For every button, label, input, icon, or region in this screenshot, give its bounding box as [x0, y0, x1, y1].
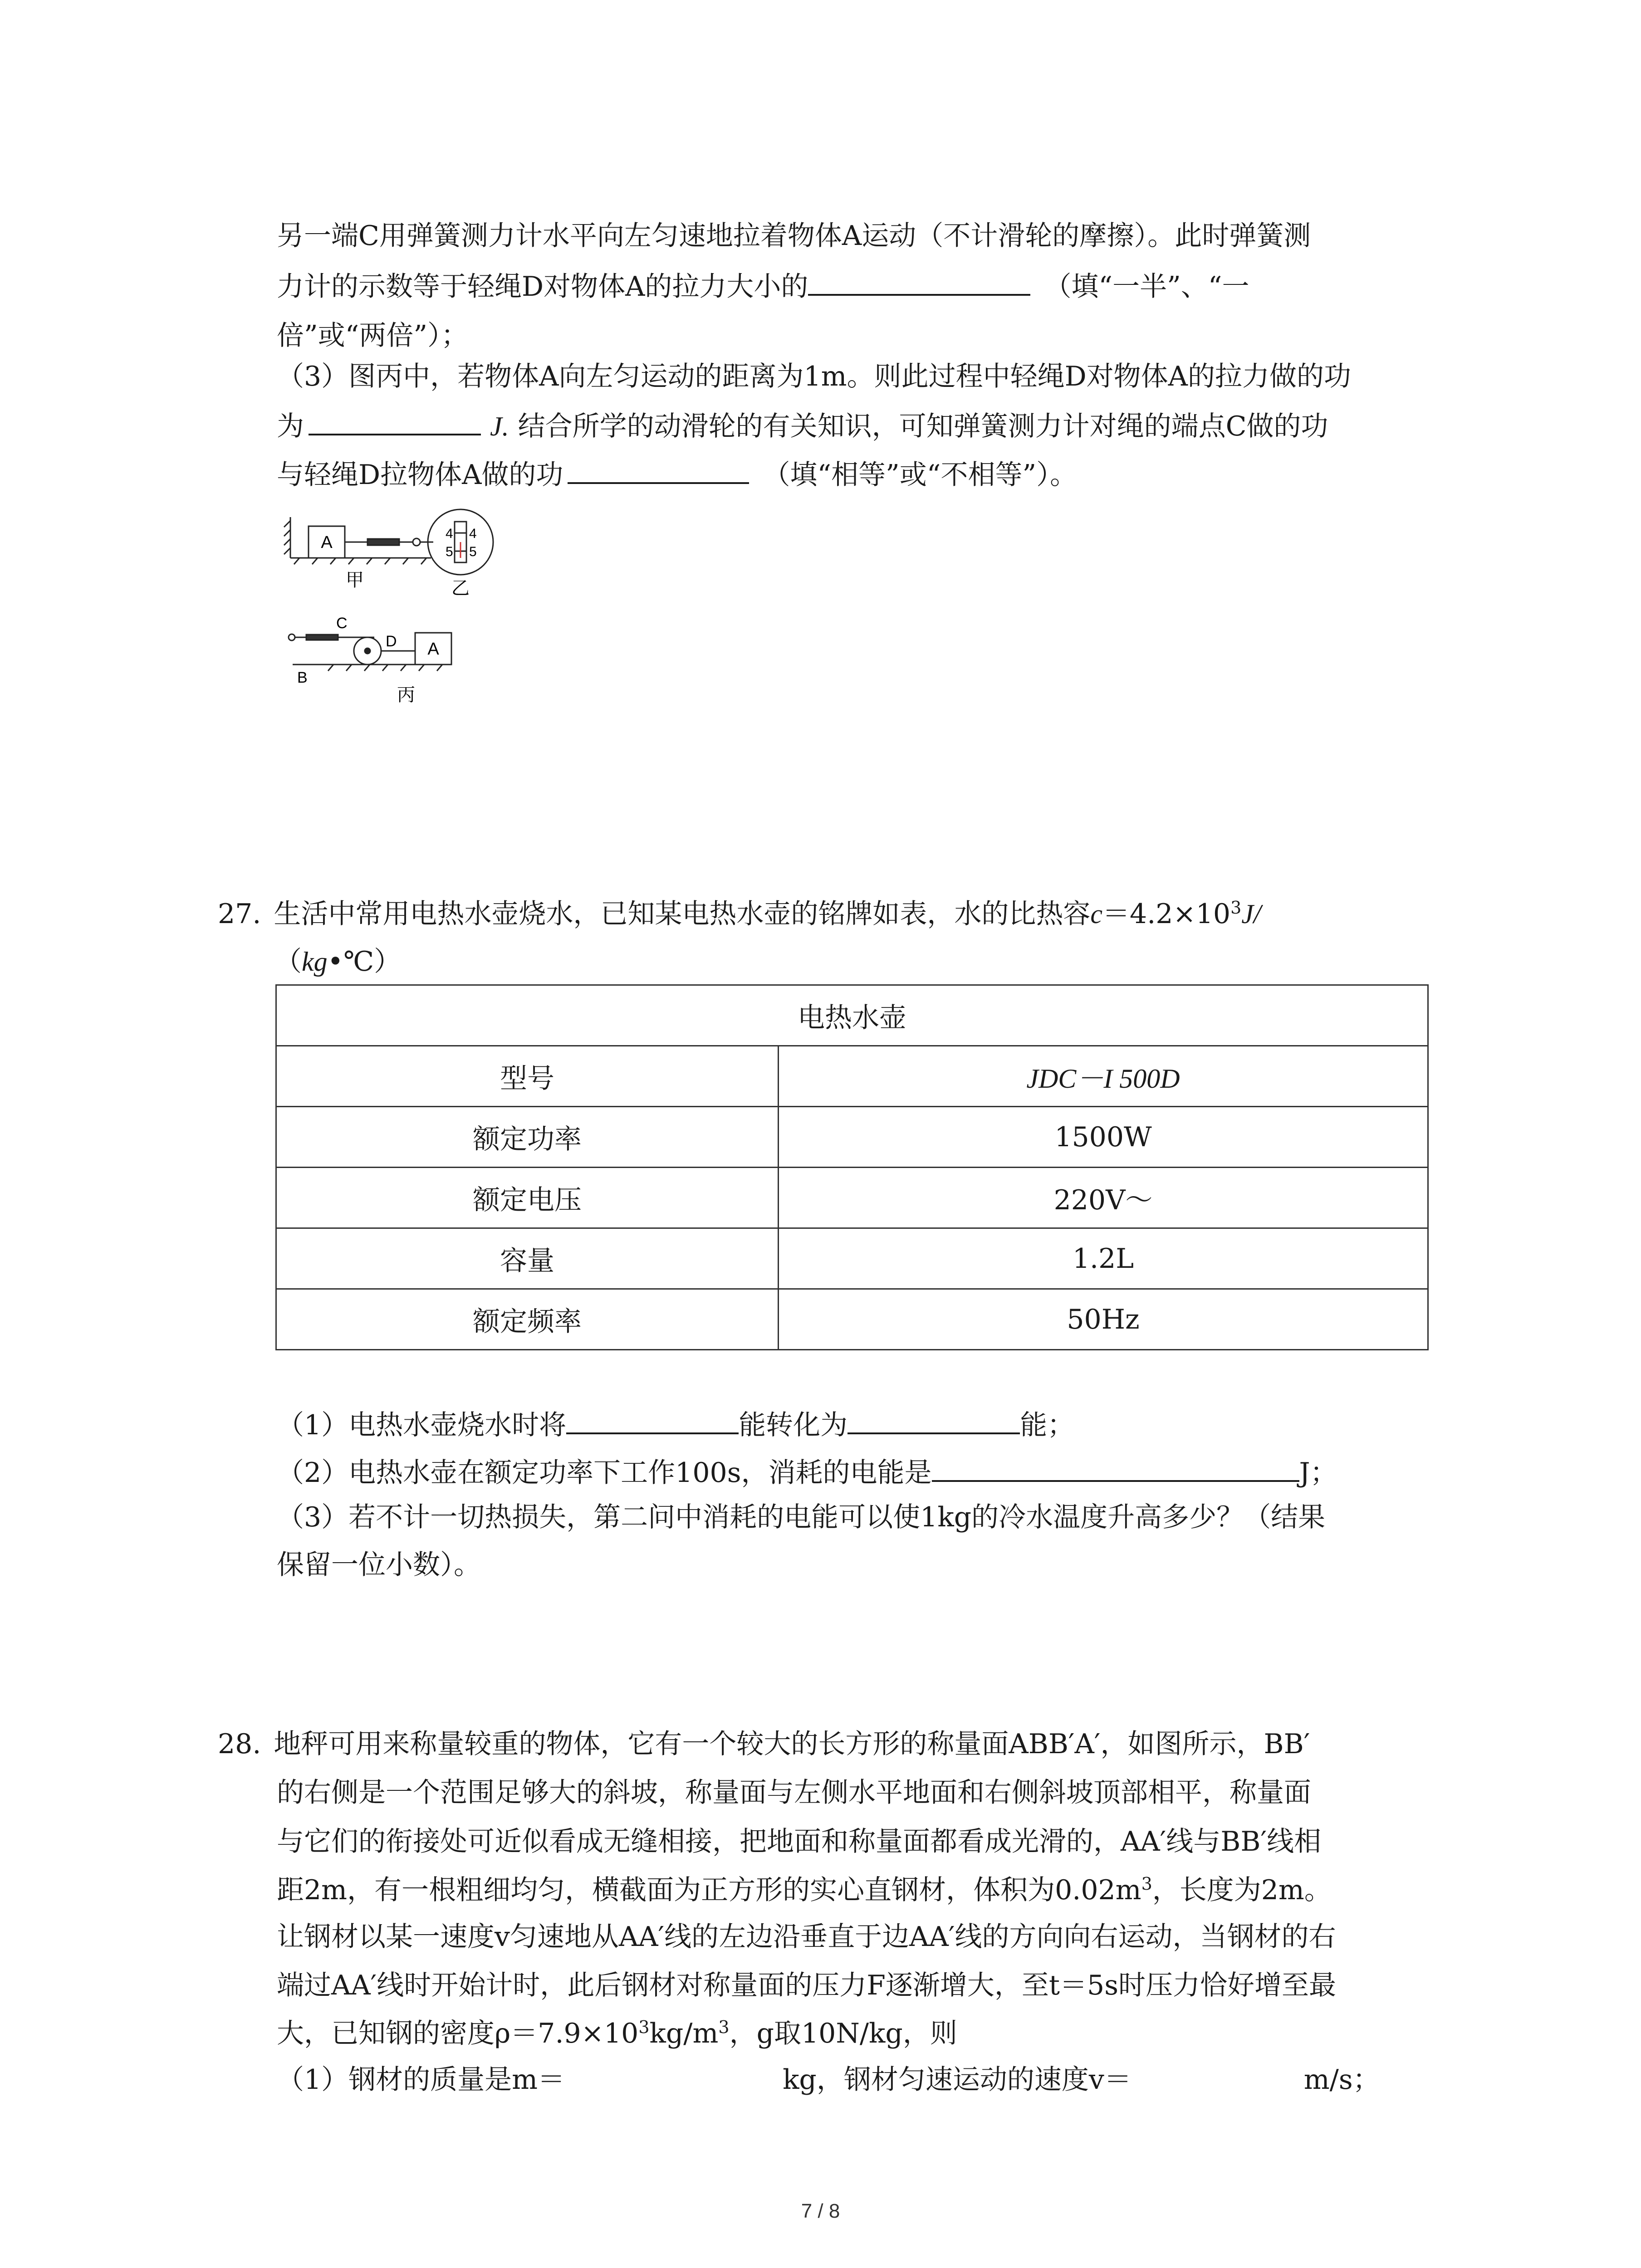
q28-number: 28.	[218, 1728, 261, 1760]
fig-jia-block-label: A	[321, 533, 333, 552]
unit-joule: J.	[490, 411, 509, 441]
fig-bing-block-label: A	[427, 640, 439, 659]
answer-blank-energy-to[interactable]	[847, 1406, 1020, 1434]
table-row	[276, 1107, 1428, 1168]
q27-stem-text: 生活中常用电热水壶烧水，已知某电热水壶的铭牌如表，水的比热容	[274, 898, 1091, 930]
q28-line-7-text: 大，已知钢的密度ρ＝7.9×10	[277, 2018, 639, 2049]
table-row	[276, 1168, 1428, 1228]
fig-bing-label-c: C	[336, 615, 348, 632]
q28-line-4	[277, 1872, 1332, 1908]
q28-line-5: 让钢材以某一速度v匀速地从AA′线的左边沿垂直于边AA′线的方向向右运动，当钢材的右	[277, 1921, 1336, 1953]
table-row-label: 额定功率	[276, 1107, 779, 1168]
table-row-value: 1.2L	[779, 1228, 1428, 1289]
q26-line-2	[277, 268, 1249, 305]
q27-sub2	[277, 1454, 1337, 1491]
q28-sub1-text-c: m/s；	[1303, 2064, 1380, 2096]
q26-line-2-text: 力计的示数等于轻绳D对物体A的拉力大小的	[277, 271, 808, 303]
q26-sub3-hint: （填“相等”或“不相等”）。	[763, 459, 1078, 491]
q27-sub2-text: （2）电热水壶在额定功率下工作100s，消耗的电能是	[277, 1457, 932, 1489]
q28-sub1	[277, 2062, 1380, 2098]
q28-line-1: 地秤可用来称量较重的物体，它有一个较大的长方形的称量面ABB′A′，如图所示，BB′	[274, 1728, 1310, 1760]
page-number: 7 / 8	[801, 2200, 840, 2222]
q28-sub1-text-b: kg，钢材匀速运动的速度v＝	[783, 2064, 1132, 2096]
model-value: JDC－I 500D	[1026, 1063, 1180, 1094]
q26-line-2-hint: （填“一半”、“一	[1044, 271, 1249, 303]
q27-sub1-text-c: 能；	[1020, 1409, 1075, 1441]
table-row-value: 1500W	[779, 1107, 1428, 1168]
answer-blank-work[interactable]	[309, 407, 481, 435]
table-row-label: 额定电压	[276, 1168, 779, 1228]
q27-sub2-unit: J；	[1299, 1457, 1337, 1489]
q26-sub3-line-2	[277, 407, 1328, 445]
q28-line-7	[277, 2015, 957, 2052]
q26-line-3: 倍”或“两倍”）；	[277, 320, 469, 352]
q28-sub1-text-a: （1）钢材的质量是m＝	[277, 2064, 565, 2096]
q27-unit-j: J/	[1241, 899, 1261, 929]
fig-yi-tick-4-right: 4	[469, 526, 477, 541]
fig-yi-tick-5-right: 5	[469, 544, 477, 559]
answer-blank-energy-from[interactable]	[566, 1406, 739, 1434]
q28-line-2: 的右侧是一个范围足够大的斜坡，称量面与左侧水平地面和右侧斜坡顶部相平，称量面	[277, 1777, 1311, 1809]
fig-bing-label-b: B	[297, 669, 308, 686]
table-row-value: 50Hz	[779, 1289, 1428, 1350]
fig-bing-label-d: D	[386, 633, 397, 650]
answer-blank-equal[interactable]	[568, 456, 749, 484]
q27-unit-paren: （	[274, 946, 302, 978]
figure-bing	[284, 610, 456, 710]
q28-line-4-text: 距2m，有一根粗细均匀，横截面为正方形的实心直钢材，体积为0.02m	[277, 1874, 1141, 1906]
table-row	[276, 1289, 1428, 1350]
kettle-spec-table	[275, 984, 1429, 1350]
fig-jia-caption: 甲	[346, 570, 364, 591]
answer-blank-multiple[interactable]	[808, 268, 1030, 296]
fig-yi-tick-5-left: 5	[446, 544, 453, 559]
q27-unit-celsius: •℃）	[327, 946, 402, 978]
table-row-value: 220V～	[779, 1168, 1428, 1228]
q27-symbol-c: c	[1090, 899, 1103, 929]
q27-sub3-line-2: 保留一位小数）。	[277, 1549, 481, 1581]
q27-number: 27.	[218, 898, 261, 930]
q27-value: ＝4.2×10	[1102, 898, 1231, 930]
fig-bing-caption: 丙	[397, 684, 415, 705]
table-row-label: 型号	[276, 1046, 779, 1107]
q27-sub1-text-b: 能转化为	[739, 1409, 848, 1441]
q27-sub1	[277, 1406, 1074, 1443]
table-row	[276, 1046, 1428, 1107]
q26-sub3-line-1: （3）图丙中，若物体A向左匀运动的距离为1m。则此过程中轻绳D对物体A的拉力做的功	[277, 361, 1352, 392]
q28-line-7-exp: 3	[638, 2017, 650, 2037]
q26-sub3-text-a: 为	[277, 411, 304, 442]
table-title-row	[276, 985, 1428, 1046]
table-row-label: 容量	[276, 1228, 779, 1289]
q28-first-line	[218, 1726, 1310, 1762]
q27-exponent: 3	[1230, 898, 1242, 918]
q27-unit-kg: kg	[302, 947, 328, 977]
fig-yi-caption: 乙	[451, 578, 470, 599]
q27-first-line	[218, 896, 1261, 932]
q26-sub3-text-c: 结合所学的动滑轮的有关知识，可知弹簧测力计对绳的端点C做的功	[518, 411, 1328, 442]
q28-line-3: 与它们的衔接处可近似看成无缝相接，把地面和称量面都看成光滑的，AA′线与BB′线相	[277, 1826, 1322, 1857]
q28-line-7-exp2: 3	[718, 2017, 730, 2037]
q26-sub3-text-d: 与轻绳D拉物体A做的功	[277, 459, 563, 491]
q28-line-4-exp: 3	[1141, 1874, 1152, 1894]
q26-sub3-line-3	[277, 456, 1077, 493]
q28-line-7-unit: kg/m	[649, 2018, 719, 2049]
fig-yi-tick-4-left: 4	[446, 526, 453, 541]
table-row	[276, 1228, 1428, 1289]
q26-line-1: 另一端C用弹簧测力计水平向左匀速地拉着物体A运动（不计滑轮的摩擦）。此时弹簧测	[277, 220, 1311, 252]
table-row-label: 额定频率	[276, 1289, 779, 1350]
q27-sub1-text-a: （1）电热水壶烧水时将	[277, 1409, 567, 1441]
q28-line-6: 端过AA′线时开始计时，此后钢材对称量面的压力F逐渐增大，至t＝5s时压力恰好增至最	[277, 1970, 1336, 2001]
figure-jia-yi	[281, 508, 535, 599]
q28-line-4-tail: ，长度为2m。	[1152, 1874, 1332, 1906]
table-title: 电热水壶	[276, 985, 1428, 1046]
answer-blank-electric-energy[interactable]	[932, 1454, 1299, 1482]
q27-unit-line	[274, 943, 401, 980]
q28-line-7-tail: ，g取10N/kg，则	[729, 2018, 957, 2049]
table-row-value	[779, 1046, 1428, 1107]
q27-sub3-line-1: （3）若不计一切热损失，第二问中消耗的电能可以使1kg的冷水温度升高多少？（结果	[277, 1501, 1326, 1533]
